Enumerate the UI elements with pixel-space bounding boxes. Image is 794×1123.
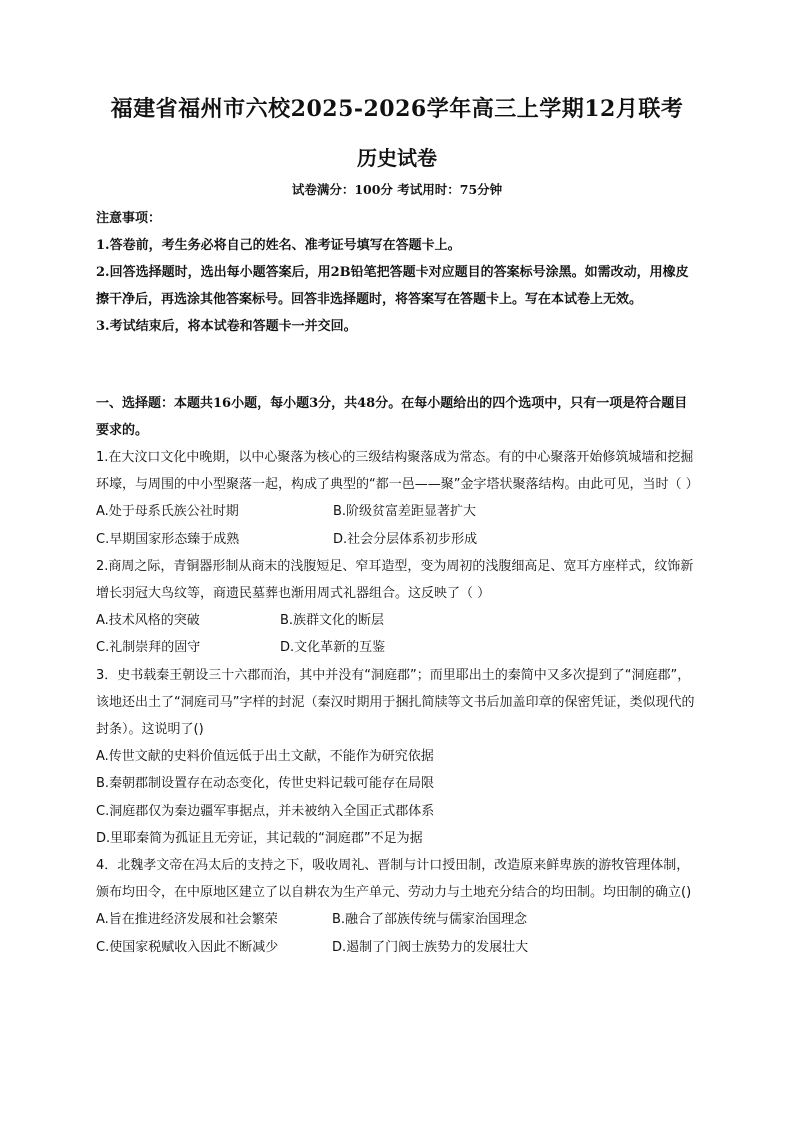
question-4 <box>96 852 696 961</box>
option-c: C.使国家税赋收入因此不断减少 <box>96 939 279 955</box>
note-item: 2.回答选择题时，选出每小题答案后，用2B铅笔把答题卡对应题目的答案标号涂黑。如需改动，用橡皮擦干净后，再选涂其他答案标号。回答非选择题时，将答案写在答题卡上。写在本试卷上无效。 <box>96 265 689 307</box>
option-c: C.洞庭郡仅为秦边疆军事据点，并未被纳入全国正式郡体系 <box>96 803 435 819</box>
question-3 <box>96 662 696 852</box>
option-a: A.旨在推进经济发展和社会繁荣 <box>96 912 278 928</box>
note-item: 3.考试结束后，将本试卷和答题卡一并交回。 <box>96 319 357 334</box>
question-stem: 1.在大汶口文化中晚期，以中心聚落为核心的三级结构聚落成为常态。有的中心聚落开始修筑城墙和挖掘环壕，与周围的中小型聚落一起，构成了典型的“都一邑——聚”金字塔状聚落结构。由此可见，当时（ ） <box>96 450 699 493</box>
option-b: B.族群文化的断层 <box>280 613 385 629</box>
notes-heading: 注意事项： <box>96 211 162 226</box>
option-c: C.早期国家形态臻于成熟 <box>96 531 240 547</box>
question-2 <box>96 553 696 662</box>
exam-meta: 试卷满分：100分 考试用时：75分钟 <box>291 182 503 197</box>
note-item: 1.答卷前，考生务必将自己的姓名、准考证号填写在答题卡上。 <box>96 238 461 253</box>
option-b: B.阶级贫富差距显著扩大 <box>333 504 477 520</box>
exam-subject: 历史试卷 <box>357 146 437 170</box>
section-heading: 一、选择题：本题共16小题，每小题3分，共48分。在每小题给出的四个选项中，只有一项是符合题目要求的。 <box>96 396 688 438</box>
option-a: A.技术风格的突破 <box>96 613 200 629</box>
option-d: D.里耶秦简为孤证且无旁证，其记载的“洞庭郡”不足为据 <box>96 830 423 846</box>
option-b: B.融合了部族传统与儒家治国理念 <box>332 912 528 928</box>
question-stem: 2.商周之际，青铜器形制从商末的浅腹短足、窄耳造型，变为周初的浅腹细高足、宽耳方座样式，纹饰新增长羽冠大鸟纹等，商遗民墓葬也渐用周式礼器组合。这反映了（ ） <box>96 558 694 602</box>
option-d: D.社会分层体系初步形成 <box>333 531 478 547</box>
notes-block <box>96 205 696 340</box>
option-a: A.传世文献的史料价值远低于出土文献，不能作为研究依据 <box>96 749 434 765</box>
question-stem: 3．史书载秦王朝设三十六郡而治，其中并没有“洞庭郡”；而里耶出土的秦简中又多次提到了“洞庭郡”，该地还出土了“洞庭司马”字样的封泥（秦汉时期用于捆扎简牍等文书后加盖印章的保密凭证，类似现代的封条）。这说明了() <box>96 667 695 738</box>
question-1 <box>96 444 699 553</box>
question-stem: 4．北魏孝文帝在冯太后的支持之下，吸收周礼、晋制与计口授田制，改造原来鲜卑族的游牧管理体制，颁布均田令，在中原地区建立了以自耕农为生产单元、劳动力与土地充分结合的均田制。均田制的确立() <box>96 858 692 901</box>
option-d: D.文化革新的互鉴 <box>280 640 386 656</box>
option-a: A.处于母系氏族公社时期 <box>96 504 239 520</box>
exam-title: 福建省福州市六校2025-2026学年高三上学期12月联考 <box>110 96 684 122</box>
option-b: B.秦朝郡制设置存在动态变化，传世史料记载可能存在局限 <box>96 776 435 792</box>
option-d: D.遏制了门阀士族势力的发展壮大 <box>332 939 529 955</box>
questions-list <box>96 444 699 961</box>
option-c: C.礼制崇拜的固守 <box>96 640 201 656</box>
